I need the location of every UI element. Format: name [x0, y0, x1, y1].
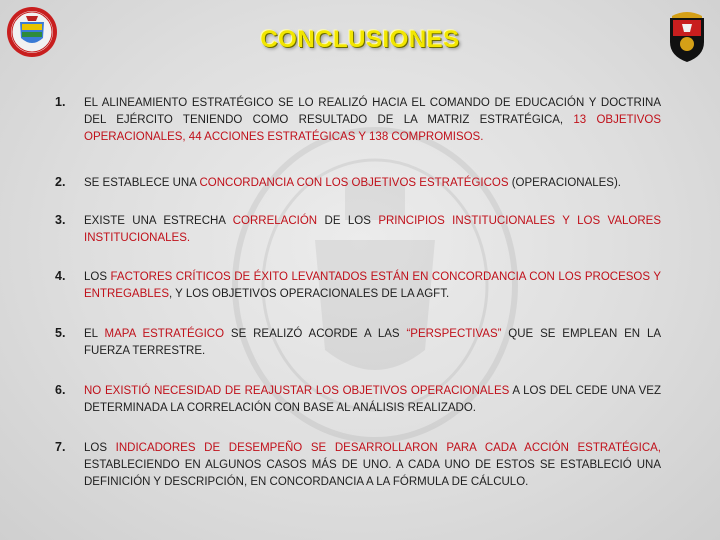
item-number: 1. — [55, 95, 66, 109]
item-text — [84, 440, 661, 491]
item-text-part: LOS — [84, 271, 111, 283]
item-text-part: (OPERACIONALES). — [508, 177, 621, 189]
item-text-part: SE ESTABLECE UNA — [84, 177, 200, 189]
item-number: 6. — [55, 383, 66, 397]
item-text-part: SE REALIZÓ ACORDE A LAS — [224, 328, 407, 340]
item-text-part: QUE SE EMPLEAN EN LA FUERZA TERRESTRE. — [84, 328, 662, 357]
item-text-highlight: CORRELACIÓN — [232, 215, 318, 227]
item-text-highlight: PRINCIPIOS INSTITUCIONALES Y LOS VALORES INSTITUCIONALES. — [84, 215, 661, 244]
item-text-part: EXISTE UNA ESTRECHA — [84, 215, 233, 227]
item-number: 3. — [55, 213, 66, 227]
item-number: 5. — [55, 326, 66, 340]
item-text-highlight: INDICADORES DE DESEMPEÑO SE DESARROLLARON PARA CADA ACCIÓN ESTRATÉGICA, — [115, 442, 661, 454]
item-text-part: EL — [84, 328, 105, 340]
item-text-part: EL ALINEAMIENTO ESTRATÉGICO SE LO REALIZÓ HACIA EL COMANDO DE EDUCACIÓN Y DOCTRINA DEL EJÉRCITO TENIENDO COMO RESULTADO DE LA MATRIZ ESTRATÉGICA, — [84, 97, 661, 126]
item-text-highlight: FACTORES CRÍTICOS DE ÉXITO LEVANTADOS ESTÁN EN CONCORDANCIA CON LOS PROCESOS Y ENTREGABLES — [84, 271, 661, 300]
item-text-highlight: MAPA ESTRATÉGICO — [104, 328, 225, 340]
page-title: CONCLUSIONES — [260, 26, 460, 53]
item-text-highlight: 13 OBJETIVOS OPERACIONALES, 44 ACCIONES ESTRATÉGICAS Y 138 COMPROMISOS. — [84, 114, 662, 143]
item-text-part: ESTABLECIENDO EN ALGUNOS CASOS MÁS DE UNO. A CADA UNO DE ESTOS SE ESTABLECIÓ UNA DEFINICIÓN Y DESCRIPCIÓN, EN CONCORDANCIA A LA FÓRMULA DE CÁLCULO. — [84, 459, 661, 488]
item-text — [84, 213, 661, 247]
item-text — [84, 95, 661, 146]
item-number: 7. — [55, 440, 66, 454]
item-text — [84, 175, 661, 192]
item-text — [84, 326, 661, 360]
item-text-highlight: “PERSPECTIVAS” — [406, 328, 502, 340]
item-text-highlight: CONCORDANCIA CON LOS OBJETIVOS ESTRATÉGICOS — [199, 177, 509, 189]
item-text — [84, 269, 661, 303]
item-number: 4. — [55, 269, 66, 283]
item-text-part: DE LOS — [317, 215, 379, 227]
item-text-highlight: NO EXISTIÓ NECESIDAD DE REAJUSTAR LOS OBJETIVOS OPERACIONALES — [84, 385, 510, 397]
item-text-part: LOS — [84, 442, 116, 454]
item-number: 2. — [55, 175, 66, 189]
item-text-part: A LOS DEL CEDE UNA VEZ DETERMINADA LA CORRELACIÓN CON BASE AL ANÁLISIS REALIZADO. — [84, 385, 661, 414]
item-text — [84, 383, 661, 417]
item-text-part: , Y LOS OBJETIVOS OPERACIONALES DE LA AGFT. — [169, 288, 450, 300]
